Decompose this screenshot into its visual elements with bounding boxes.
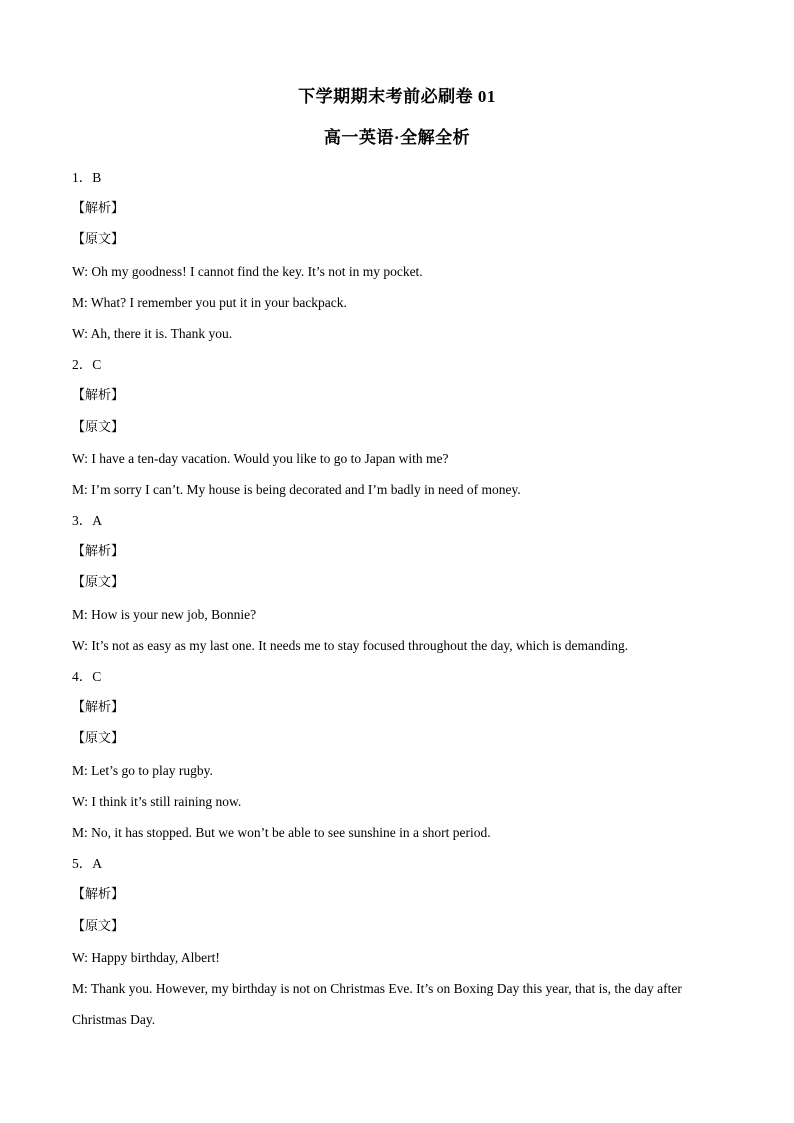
original-text-label: 【原文】 <box>72 232 125 248</box>
analysis-label: 【解析】 <box>72 700 125 716</box>
answer-number: 2．C <box>72 357 102 373</box>
analysis-label: 【解析】 <box>72 544 125 560</box>
dialogue-line: W: Happy birthday, Albert! <box>72 949 220 965</box>
answer-number: 5．A <box>72 856 102 872</box>
original-text-label: 【原文】 <box>72 918 125 934</box>
dialogue-line: W: I have a ten-day vacation. Would you like to go to Japan with me? <box>72 450 449 466</box>
analysis-label: 【解析】 <box>72 201 125 217</box>
answer-number: 3．A <box>72 513 102 529</box>
answer-item-2 <box>72 349 732 505</box>
dialogue-line: M: No, it has stopped. But we won’t be able to see sunshine in a short period. <box>72 824 491 840</box>
dialogue-line: W: I think it’s still raining now. <box>72 793 242 809</box>
answer-item-5 <box>72 848 732 1035</box>
analysis-label: 【解析】 <box>72 388 125 404</box>
dialogue-line: M: Let’s go to play rugby. <box>72 762 213 778</box>
answer-list <box>72 162 732 1035</box>
dialogue-line: M: How is your new job, Bonnie? <box>72 606 257 622</box>
original-text-label: 【原文】 <box>72 575 125 591</box>
dialogue-line: M: Thank you. However, my birthday is not on Christmas Eve. It’s on Boxing Day this year, that is, the day after Christmas Day. <box>72 980 682 1028</box>
analysis-label: 【解析】 <box>72 887 125 903</box>
answer-item-4 <box>72 661 732 848</box>
page-subtitle: 高一英语·全解全析 <box>323 128 471 147</box>
dialogue-line: W: Ah, there it is. Thank you. <box>72 325 233 341</box>
answer-item-3 <box>72 505 732 661</box>
answer-number: 1．B <box>72 170 102 185</box>
original-text-label: 【原文】 <box>72 419 125 435</box>
dialogue-line: W: It’s not as easy as my last one. It needs me to stay focused throughout the day, which is demanding. <box>72 637 629 653</box>
answer-number: 4．C <box>72 669 102 684</box>
dialogue-line: M: I’m sorry I can’t. My house is being decorated and I’m badly in need of money. <box>72 481 521 497</box>
answer-item-1 <box>72 162 732 349</box>
original-text-label: 【原文】 <box>72 731 125 747</box>
dialogue-line: W: Oh my goodness! I cannot find the key. It’s not in my pocket. <box>72 263 423 279</box>
dialogue-line: M: What? I remember you put it in your backpack. <box>72 294 347 310</box>
page-title: 下学期期末考前必刷卷 01 <box>298 87 496 106</box>
